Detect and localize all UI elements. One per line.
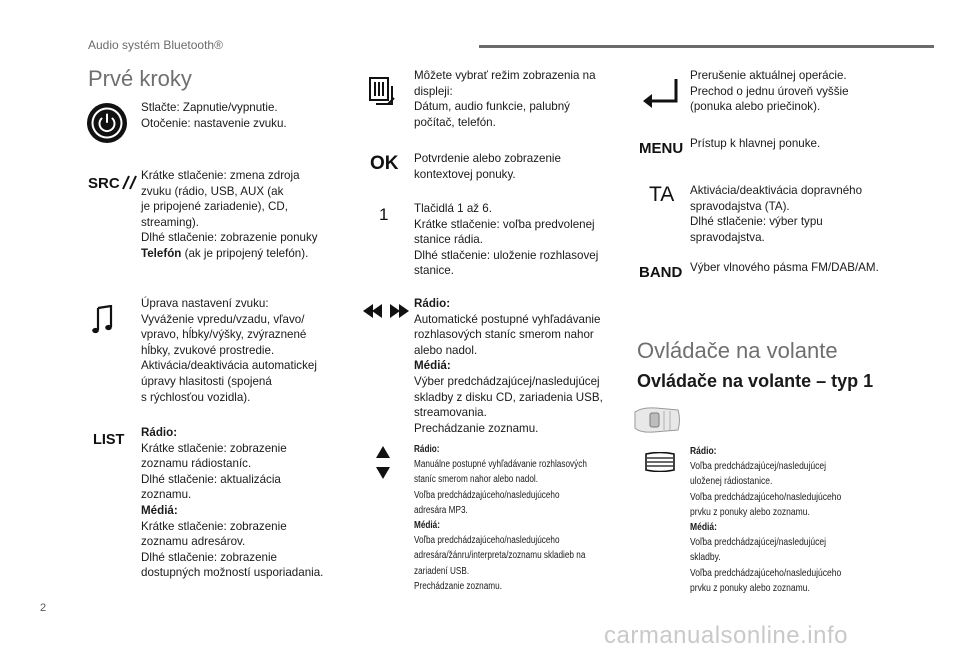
ta-description: Aktivácia/deaktivácia dopravného spravodajstva (TA). Dlhé stlačenie: výber typu spravodajstva. (690, 184, 863, 244)
section-title-first-steps: Prvé kroky (88, 66, 192, 91)
list-description: Rádio: Krátke stlačenie: zobrazenie zoznamu rádiostaníc. Dlhé stlačenie: aktualizácia zoznamu. Médiá: Krátke stlačenie: zobrazenie zoznamu adresárov. Dlhé stlačenie: zobrazenie dostupných možností usporiadania. (141, 426, 324, 580)
display-mode-description: Môžete vybrať režim zobrazenia na displeji: Dátum, audio funkcie, palubný počítač, telefón. (414, 69, 596, 129)
src-button-icon: SRC (88, 174, 138, 192)
seek-description: Rádio: Automatické postupné vyhľadávanie rozhlasových staníc smerom nahor alebo nadol. Médiá: Výber predchádzajúcej/nasledujúcej skladby z disku CD, zariadenia USB, streamovania. Prechádzanie zoznamu. (414, 297, 603, 435)
watermark: carmanualsonline.info (604, 622, 848, 649)
up-down-description: Rádio: Manuálne postupné vyhľadávanie rozhlasových staníc smerom nahor alebo nadol. Voľba predchádzajúceho/nasledujúceho adresára MP3. Médiá: Voľba predchádzajúceho/nasledujúceho adresára/žánru/interpreta/zoznamu skladieb na zariadení USB. Prechádzanie zoznamu. (414, 444, 587, 592)
phone-slash-icon (120, 174, 138, 190)
up-down-arrows-icon (375, 445, 391, 481)
header-rule (479, 45, 934, 48)
audio-settings-description: Úprava nastavení zvuku: Vyváženie vpredu/vzadu, vľavo/ vpravo, hĺbky/výšky, zvýraznené hĺbky, zvukové prostredie. Aktivácia/deaktivácia automatickej úpravy hlasitosti (spojená s rýchlosťou vozidla). (141, 297, 317, 404)
running-header: Audio systém Bluetooth® (88, 38, 223, 52)
music-note-icon (92, 305, 114, 335)
page-number: 2 (40, 602, 47, 614)
seek-arrows-icon (362, 303, 410, 319)
band-button-icon: BAND (639, 264, 683, 281)
ta-button-icon: TA (649, 183, 675, 206)
band-description: Výber vlnového pásma FM/DAB/AM. (690, 261, 879, 274)
menu-button-icon: MENU (639, 140, 684, 157)
wheel-control-icon (642, 452, 678, 472)
power-icon (86, 102, 128, 144)
presets-description: Tlačidlá 1 až 6. Krátke stlačenie: voľba predvolenej stanice rádia. Dlhé stlačenie: uloženie rozhlasovej stanice. (414, 202, 599, 278)
ok-button-icon: OK (370, 153, 399, 174)
preset-button-icon: 1 (379, 205, 389, 224)
steering-stalk-illustration-icon (632, 406, 682, 434)
back-description: Prerušenie aktuálnej operácie. Prechod o jednu úroveň vyššie (ponuka alebo priečinok). (690, 69, 849, 114)
wheel-control-description: Rádio: Voľba predchádzajúcej/nasledujúcej uloženej rádiostanice. Voľba predchádzajúceho/nasledujúceho prvku z ponuky alebo zoznamu. Médiá: Voľba predchádzajúcej/nasledujúcej skladby. Voľba predchádzajúceho/nasledujúceho prvku z ponuky alebo zoznamu. (690, 446, 842, 594)
subtitle-steering-type-1: Ovládače na volante – typ 1 (637, 371, 874, 391)
section-title-steering-controls: Ovládače na volante (637, 338, 838, 363)
power-description: Stlačte: Zapnutie/vypnutie. Otočenie: nastavenie zvuku. (141, 101, 287, 130)
ok-description: Potvrdenie alebo zobrazenie kontextovej ponuky. (414, 152, 561, 181)
src-description: Krátke stlačenie: zmena zdroja zvuku (rádio, USB, AUX (ak je pripojené zariadenie), CD, streaming). Dlhé stlačenie: zobrazenie ponuky Telefón (ak je pripojený telefón). (141, 169, 318, 260)
menu-description: Prístup k hlavnej ponuke. (690, 137, 821, 150)
back-arrow-icon (642, 77, 682, 111)
display-mode-icon (368, 76, 398, 108)
list-button-icon: LIST (93, 432, 125, 448)
